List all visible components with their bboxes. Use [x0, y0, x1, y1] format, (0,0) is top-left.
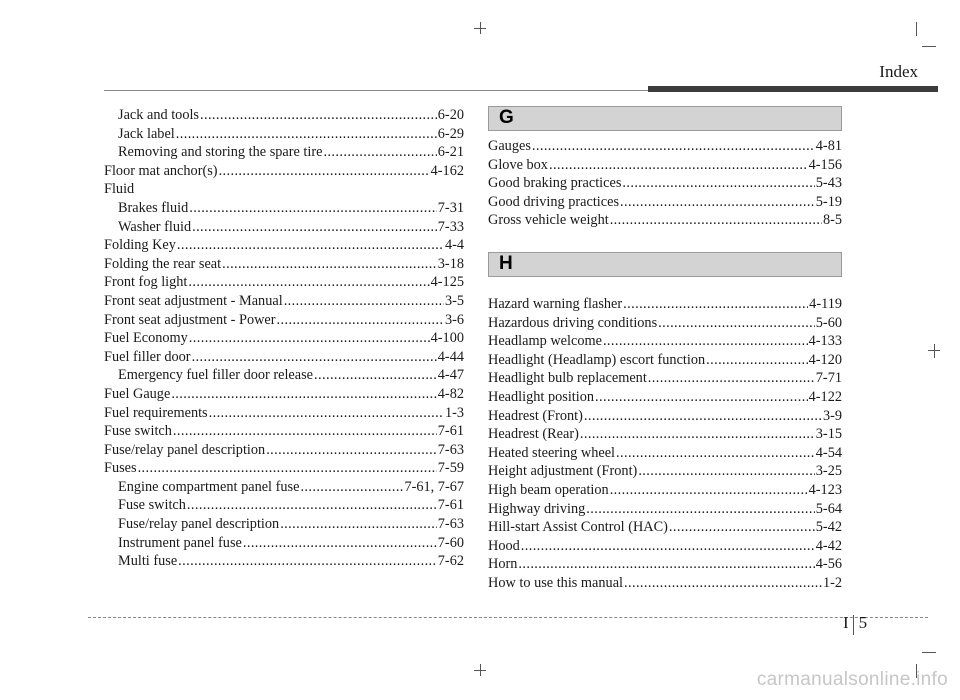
dot-leader — [138, 459, 437, 478]
index-entry-text: Horn — [488, 556, 518, 573]
index-entry-text: Headlamp welcome — [488, 333, 602, 350]
index-entry — [104, 496, 464, 515]
index-entry — [488, 462, 842, 481]
index-entry-text: Good driving practices — [488, 193, 620, 210]
page-number — [843, 613, 867, 633]
index-entry — [104, 385, 464, 404]
section-header-h — [488, 252, 842, 277]
dot-leader — [277, 311, 444, 330]
index-entry-text: Glove box — [488, 156, 548, 173]
dot-leader — [624, 574, 822, 593]
index-entry-page: 6-21 — [437, 144, 464, 161]
index-entry — [104, 348, 464, 367]
footer-page-number: 5 — [858, 613, 868, 632]
dot-leader — [314, 366, 437, 385]
dot-leader — [189, 199, 437, 218]
index-entry — [104, 255, 464, 274]
index-entry-text: Headrest (Front) — [488, 407, 583, 424]
index-entry — [104, 441, 464, 460]
index-entry-page: 6-20 — [437, 107, 464, 123]
dot-leader — [222, 255, 437, 274]
index-entry — [488, 332, 842, 351]
dot-leader — [669, 518, 815, 537]
index-entry-text: High beam operation — [488, 481, 609, 498]
index-entry-page: 7-31 — [437, 199, 464, 216]
index-entry-page: 4-4 — [444, 237, 464, 254]
crop-mark — [934, 344, 935, 358]
index-entry-page: 4-125 — [430, 274, 464, 291]
index-entry-text: Folding the rear seat — [104, 255, 222, 272]
index-entry-page: 7-61, 7-67 — [404, 478, 464, 495]
dot-leader — [622, 174, 814, 193]
index-entry-text: Fluid — [104, 181, 135, 198]
dot-leader — [243, 534, 437, 553]
index-entry-page: 4-123 — [808, 481, 842, 498]
index-entry — [104, 143, 464, 162]
index-entry-text: Front seat adjustment - Power — [104, 311, 276, 328]
index-entry — [488, 574, 842, 593]
index-entry-text: Hazard warning flasher — [488, 295, 623, 312]
index-entry-text: Height adjustment (Front) — [488, 463, 638, 480]
index-entry-text: Removing and storing the spare tire — [118, 144, 323, 161]
index-entry-text: Folding Key — [104, 237, 176, 254]
crop-mark — [922, 46, 936, 47]
index-entry-page: 4-81 — [815, 138, 842, 154]
index-entry-text: Front seat adjustment - Manual — [104, 292, 283, 309]
footer-section-letter: I — [843, 613, 849, 632]
index-entry-page: 7-60 — [437, 534, 464, 551]
index-entry-text: Headlight (Headlamp) escort function — [488, 351, 706, 368]
index-entry — [488, 500, 842, 519]
index-entry — [104, 125, 464, 144]
index-column-right — [488, 106, 842, 592]
index-entry-text: Headlight bulb replacement — [488, 370, 647, 387]
index-entry — [104, 273, 464, 292]
index-entry — [488, 555, 842, 574]
index-entry — [488, 351, 842, 370]
index-entry-page: 5-43 — [815, 175, 842, 192]
index-entry — [488, 425, 842, 444]
index-entry — [104, 534, 464, 553]
dot-leader — [610, 481, 808, 500]
index-entry-text: Good braking practices — [488, 175, 622, 192]
crop-mark — [916, 22, 917, 36]
index-entry-text: Heated steering wheel — [488, 444, 616, 461]
index-entry-page: 5-64 — [815, 500, 842, 517]
index-entry — [488, 407, 842, 426]
index-entry-text: Fuel Gauge — [104, 385, 171, 402]
index-entry-page: 7-63 — [437, 516, 464, 533]
dot-leader — [176, 125, 437, 144]
index-entry — [104, 180, 464, 199]
index-entry-page: 7-71 — [815, 370, 842, 387]
index-entry-page: 3-5 — [444, 292, 464, 309]
index-entry — [488, 295, 842, 314]
crop-mark — [474, 670, 486, 671]
index-entry-page: 7-33 — [437, 218, 464, 235]
index-entry — [488, 314, 842, 333]
index-entry-page: 7-62 — [437, 553, 464, 570]
index-entry — [104, 292, 464, 311]
watermark: carmanualsonline.info — [756, 669, 948, 690]
index-entry — [104, 329, 464, 348]
dot-leader — [595, 388, 808, 407]
index-entry — [104, 478, 464, 497]
index-entry-page: 4-100 — [430, 330, 464, 347]
section-letter: G — [499, 107, 514, 129]
index-entry-page: 7-61 — [437, 497, 464, 514]
dot-leader — [549, 156, 808, 175]
index-entry — [488, 518, 842, 537]
dot-leader — [280, 515, 437, 534]
index-entry-page: 4-120 — [808, 351, 842, 368]
index-entry — [104, 366, 464, 385]
section-letter: H — [499, 253, 513, 275]
dot-leader — [648, 369, 815, 388]
dot-leader — [300, 478, 403, 497]
dot-leader — [580, 425, 815, 444]
crop-mark — [928, 350, 940, 351]
index-entry-text: Fuses — [104, 460, 137, 477]
dot-leader — [219, 162, 430, 181]
index-entry-page: 7-61 — [437, 423, 464, 440]
dot-leader — [323, 143, 436, 162]
dot-leader — [620, 193, 815, 212]
index-entry-page: 4-44 — [437, 348, 464, 365]
dot-leader — [658, 314, 815, 333]
dot-leader — [638, 462, 814, 481]
dot-leader — [177, 236, 444, 255]
index-column-left — [104, 106, 464, 571]
index-entry-text: Gauges — [488, 138, 531, 154]
index-entry-page: 3-25 — [815, 463, 842, 480]
index-entry-text: Brakes fluid — [118, 199, 189, 216]
index-entry-text: Fuse switch — [118, 497, 186, 514]
index-entry — [488, 369, 842, 388]
index-entry-text: Hood — [488, 537, 520, 554]
index-entry — [488, 211, 842, 230]
index-entry-page: 4-54 — [815, 444, 842, 461]
index-entry-text: Hazardous driving conditions — [488, 314, 658, 331]
index-entry-page: 7-63 — [437, 441, 464, 458]
index-entry — [488, 481, 842, 500]
index-entry-text: Highway driving — [488, 500, 586, 517]
dot-leader — [187, 496, 437, 515]
index-entry-page: 4-162 — [430, 162, 464, 179]
index-entry-text: Front fog light — [104, 274, 188, 291]
dot-leader — [209, 404, 444, 423]
dot-leader — [532, 137, 815, 156]
index-entry — [104, 106, 464, 125]
index-entry — [488, 156, 842, 175]
index-entry — [104, 459, 464, 478]
index-entry-page: 3-6 — [444, 311, 464, 328]
index-entry-text: Multi fuse — [118, 553, 178, 570]
index-entry-text: Fuse switch — [104, 423, 172, 440]
index-entry-text: Jack label — [118, 125, 175, 142]
index-entry — [104, 218, 464, 237]
index-entry — [488, 388, 842, 407]
index-entry-text: Floor mat anchor(s) — [104, 162, 218, 179]
dot-leader — [284, 292, 444, 311]
index-entry-page: 4-56 — [815, 556, 842, 573]
index-entry-page: 1-2 — [822, 574, 842, 591]
index-entry-text: Hill-start Assist Control (HAC) — [488, 519, 668, 536]
index-entry — [488, 444, 842, 463]
dot-leader — [623, 295, 808, 314]
index-entry-page: 4-42 — [815, 537, 842, 554]
index-entry-text: Headlight position — [488, 388, 595, 405]
footer-rule — [88, 617, 928, 618]
index-entry-page: 4-47 — [437, 367, 464, 384]
page-header-title: Index — [879, 62, 918, 81]
dot-leader — [192, 218, 437, 237]
dot-leader — [586, 500, 814, 519]
index-entry-page: 4-82 — [437, 385, 464, 402]
dot-leader — [192, 348, 437, 367]
index-entry — [104, 236, 464, 255]
dot-leader — [616, 444, 815, 463]
footer-divider — [853, 615, 854, 635]
crop-mark — [474, 28, 486, 29]
dot-leader — [178, 552, 437, 571]
crop-mark — [922, 652, 936, 653]
index-entry — [104, 199, 464, 218]
index-entry — [488, 174, 842, 193]
index-entry-page: 1-3 — [444, 404, 464, 421]
index-entry-text: Emergency fuel filler door release — [118, 367, 314, 384]
index-entry — [104, 515, 464, 534]
section-header-g — [488, 106, 842, 131]
index-entry-page: 3-18 — [437, 255, 464, 272]
index-entry-text: Jack and tools — [118, 107, 199, 123]
index-entry — [488, 137, 842, 156]
index-entry-page: 4-122 — [808, 388, 842, 405]
index-entry-text: How to use this manual — [488, 574, 624, 591]
index-entry-page: 6-29 — [437, 125, 464, 142]
index-entry — [104, 552, 464, 571]
index-entry-page: 7-59 — [437, 460, 464, 477]
index-entry-text: Headrest (Rear) — [488, 426, 579, 443]
index-entry — [104, 162, 464, 181]
index-entry-text: Gross vehicle weight — [488, 212, 609, 229]
index-entry-page: 4-119 — [809, 295, 842, 312]
index-entry-text: Fuse/relay panel description — [118, 516, 280, 533]
dot-leader — [521, 537, 815, 556]
index-entry-page: 5-60 — [815, 314, 842, 331]
dot-leader — [171, 385, 436, 404]
index-entry — [104, 404, 464, 423]
header-bar — [648, 86, 938, 92]
dot-leader — [200, 106, 437, 125]
index-entry — [104, 311, 464, 330]
index-entry-text: Fuse/relay panel description — [104, 441, 266, 458]
dot-leader — [188, 273, 429, 292]
index-entry — [488, 193, 842, 212]
index-entry-text: Fuel filler door — [104, 348, 191, 365]
dot-leader — [173, 422, 437, 441]
index-entry-text: Washer fluid — [118, 218, 192, 235]
dot-leader — [603, 332, 808, 351]
index-entry-text: Fuel requirements — [104, 404, 208, 421]
dot-leader — [610, 211, 822, 230]
index-entry-page: 3-9 — [822, 407, 842, 424]
index-entry-text: Instrument panel fuse — [118, 534, 242, 551]
index-entry-page: 5-42 — [815, 519, 842, 536]
index-entry — [104, 422, 464, 441]
index-entry-text: Fuel Economy — [104, 330, 188, 347]
dot-leader — [706, 351, 807, 370]
dot-leader — [189, 329, 430, 348]
index-entry-page: 4-156 — [808, 156, 842, 173]
header-rule — [104, 90, 648, 91]
dot-leader — [584, 407, 822, 426]
index-entry-page: 5-19 — [815, 193, 842, 210]
index-entry-page: 4-133 — [808, 333, 842, 350]
index-entry — [488, 537, 842, 556]
index-entry-page: 3-15 — [815, 426, 842, 443]
dot-leader — [266, 441, 437, 460]
dot-leader — [518, 555, 814, 574]
index-entry-page: 8-5 — [822, 212, 842, 229]
index-entry-text: Engine compartment panel fuse — [118, 478, 300, 495]
